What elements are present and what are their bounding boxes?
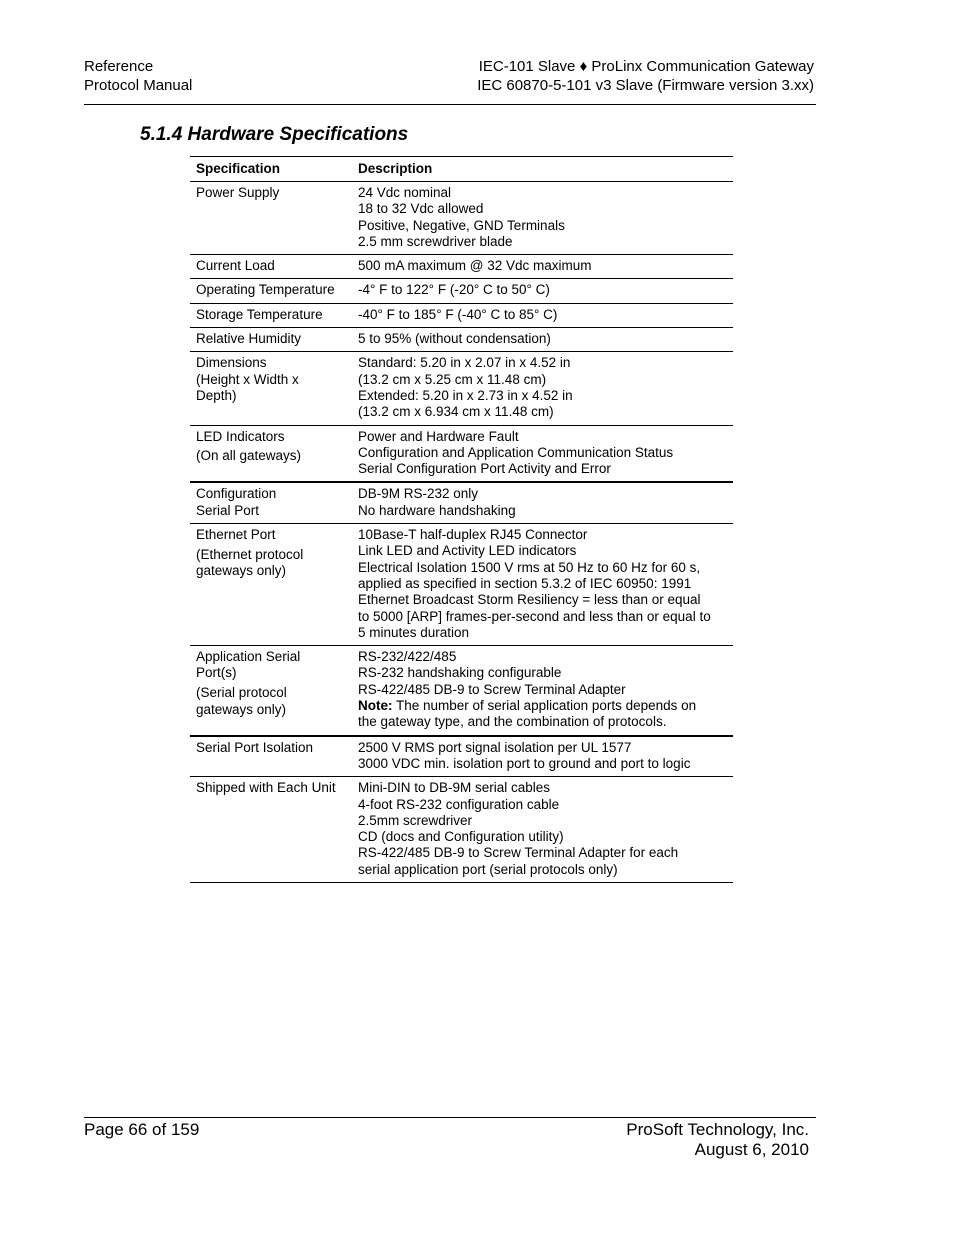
spec-cell [190, 646, 352, 736]
header-left [84, 57, 192, 95]
description-line: -4° F to 122° F (-20° C to 50° C) [358, 282, 550, 298]
spec-text: Dimensions [196, 355, 267, 371]
description-line: 2.5mm screwdriver [358, 812, 473, 828]
description-cell [352, 524, 733, 646]
spec-cell [190, 255, 352, 279]
spec-text: Storage Temperature [196, 306, 323, 322]
header-firmware: IEC 60870-5-101 v3 Slave (Firmware version 3.xx) [477, 77, 814, 94]
description-line: 24 Vdc nominal [358, 185, 452, 200]
table-row [190, 777, 733, 883]
description-line: 2.5 mm screwdriver blade [358, 233, 513, 249]
description-cell [352, 352, 733, 425]
description-line: 4-foot RS-232 configuration cable [358, 796, 560, 812]
description-line: Ethernet Broadcast Storm Resiliency = less than or equal [358, 592, 701, 608]
spec-cell [190, 425, 352, 482]
note-text: The number of serial application ports depends on [392, 698, 697, 714]
spec-text: Operating Temperature [196, 282, 335, 298]
description-line: Configuration and Application Communication Status [358, 444, 674, 460]
description-line: Link LED and Activity LED indicators [358, 543, 577, 559]
description-line: 10Base-T half-duplex RJ45 Connector [358, 527, 588, 543]
table-row [190, 303, 733, 327]
description-line: -40° F to 185° F (-40° C to 85° C) [358, 306, 558, 322]
description-line: 3000 VDC min. isolation port to ground and port to logic [358, 755, 691, 771]
description-line: DB-9M RS-232 only [358, 486, 479, 502]
column-header-description: Description [352, 157, 733, 182]
description-line: (13.2 cm x 5.25 cm x 11.48 cm) [358, 371, 547, 387]
header-reference: Reference [84, 58, 154, 75]
description-line: Standard: 5.20 in x 2.07 in x 4.52 in [358, 355, 571, 371]
spec-text: (Serial protocol [196, 685, 287, 701]
spec-cell [190, 303, 352, 327]
footer-right [626, 1120, 809, 1160]
spec-cell [190, 279, 352, 303]
table-row [190, 328, 733, 352]
description-cell [352, 425, 733, 482]
spec-text: Serial Port [196, 502, 260, 518]
footer-company: ProSoft Technology, Inc. [626, 1120, 809, 1139]
spec-cell [190, 182, 352, 255]
spec-cell [190, 777, 352, 883]
description-line: Extended: 5.20 in x 2.73 in x 4.52 in [358, 387, 573, 403]
description-line: Mini-DIN to DB-9M serial cables [358, 780, 551, 796]
spec-cell [190, 736, 352, 777]
description-line: (13.2 cm x 6.934 cm x 11.48 cm) [358, 404, 554, 420]
description-line: 5 minutes duration [358, 624, 470, 640]
footer-divider [84, 1117, 816, 1118]
description-line: serial application port (serial protocols only) [358, 861, 618, 877]
spec-cell [190, 482, 352, 523]
table-row [190, 352, 733, 425]
description-cell [352, 182, 733, 255]
description-line: 5 to 95% (without condensation) [358, 331, 551, 347]
description-line: RS-422/485 DB-9 to Screw Terminal Adapter for each [358, 845, 679, 861]
table-row [190, 736, 733, 777]
spec-text: Application Serial [196, 649, 301, 665]
table-row [190, 482, 733, 523]
description-line: RS-232 handshaking configurable [358, 665, 562, 681]
spec-text: Current Load [196, 258, 275, 274]
description-line: 500 mA maximum @ 32 Vdc maximum [358, 258, 592, 274]
table-row [190, 182, 733, 255]
description-line: CD (docs and Configuration utility) [358, 829, 564, 845]
spec-cell [190, 352, 352, 425]
spec-text: Serial Port Isolation [196, 739, 314, 755]
note-text-continued: the gateway type, and the combination of protocols. [358, 714, 667, 730]
table-row [190, 524, 733, 646]
spec-text: gateways only) [196, 701, 287, 717]
spec-text: Ethernet Port [196, 527, 276, 543]
section-title: 5.1.4 Hardware Specifications [140, 124, 409, 145]
description-line: 18 to 32 Vdc allowed [358, 201, 484, 217]
spec-text: gateways only) [196, 563, 287, 579]
table-row [190, 255, 733, 279]
description-cell [352, 646, 733, 736]
description-line: Electrical Isolation 1500 V rms at 50 Hz to 60 Hz for 60 s, [358, 559, 701, 575]
header-product: IEC-101 Slave ♦ ProLinx Communication Gateway [478, 58, 814, 75]
description-cell [352, 279, 733, 303]
description-line: Serial Configuration Port Activity and Error [358, 461, 611, 477]
description-line: Positive, Negative, GND Terminals [358, 217, 565, 233]
table-row [190, 279, 733, 303]
spec-text: LED Indicators [196, 428, 285, 444]
description-line: Power and Hardware Fault [358, 428, 519, 444]
description-line: RS-232/422/485 [358, 649, 457, 665]
note-line [358, 698, 727, 714]
page-number: Page 66 of 159 [84, 1120, 200, 1139]
spec-cell [190, 328, 352, 352]
spec-text: (On all gateways) [196, 448, 302, 464]
description-cell [352, 777, 733, 883]
spec-text: Shipped with Each Unit [196, 780, 336, 796]
spec-text: Configuration [196, 486, 277, 502]
header-protocol-manual: Protocol Manual [84, 77, 193, 94]
spec-text: (Height x Width x [196, 371, 299, 387]
note-label: Note: [358, 698, 393, 714]
table-row [190, 425, 733, 482]
spec-text: Depth) [196, 387, 237, 403]
description-line: RS-422/485 DB-9 to Screw Terminal Adapter [358, 681, 626, 697]
description-line: applied as specified in section 5.3.2 of IEC 60950: 1991 [358, 575, 692, 591]
description-line: 2500 V RMS port signal isolation per UL 1577 [358, 739, 632, 755]
spec-text: Port(s) [196, 665, 237, 681]
description-cell [352, 736, 733, 777]
description-cell [352, 303, 733, 327]
description-line: No hardware handshaking [358, 502, 516, 518]
header-divider [84, 104, 816, 105]
hardware-spec-table [190, 156, 733, 883]
header-right [477, 57, 814, 95]
description-cell [352, 482, 733, 523]
footer-date: August 6, 2010 [694, 1140, 809, 1159]
spec-cell [190, 524, 352, 646]
description-line: to 5000 [ARP] frames-per-second and less than or equal to [358, 608, 711, 624]
column-header-specification: Specification [190, 157, 352, 182]
spec-text: Relative Humidity [196, 331, 302, 347]
description-cell [352, 328, 733, 352]
table-row [190, 646, 733, 736]
spec-text: (Ethernet protocol [196, 546, 304, 562]
table-header-row [190, 157, 733, 182]
description-cell [352, 255, 733, 279]
spec-text: Power Supply [196, 185, 280, 200]
